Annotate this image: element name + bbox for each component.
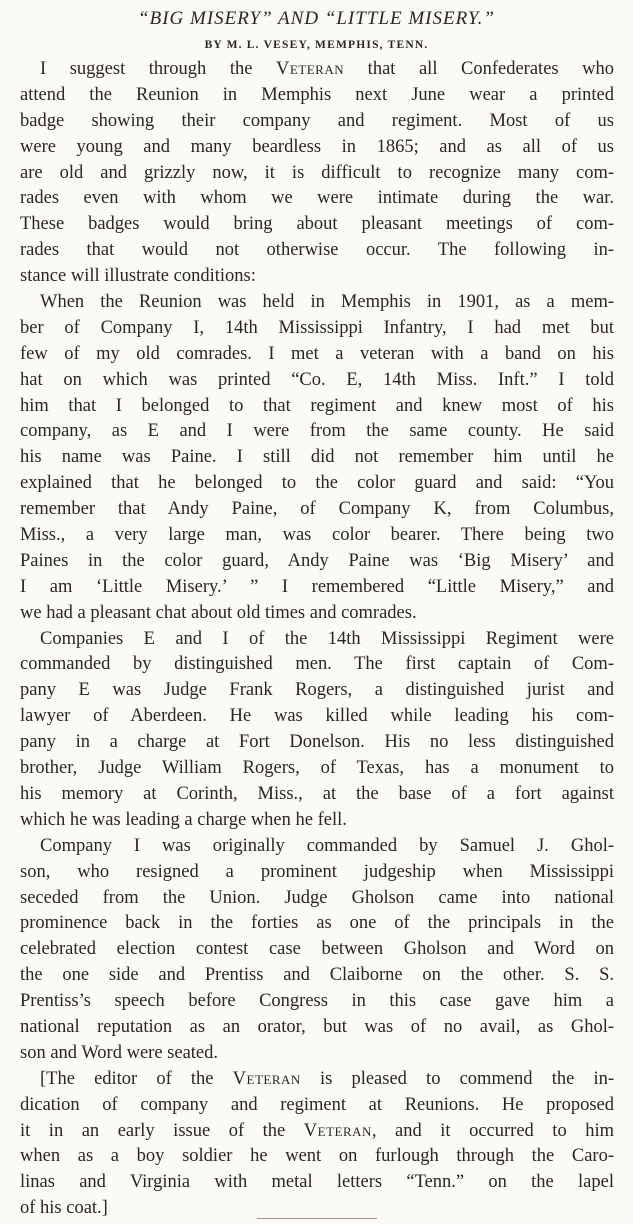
text-line [20,264,614,290]
text-line [20,704,614,730]
text-line [20,989,614,1015]
text-segment: him that I belonged to that regiment and knew most of his [20,395,614,416]
text-line [20,756,614,782]
text-segment: are old and grizzly now, it is difficult to recognize many com- [20,162,614,183]
text-segment: stance will illustrate conditions: [20,266,256,287]
text-segment: of his coat.] [20,1198,108,1219]
text-segment: when as a boy soldier he went on furlough through the Caro- [20,1146,614,1167]
text-line [20,678,614,704]
text-line [20,963,614,989]
text-line [20,808,614,834]
text-segment: [The editor of the [40,1068,233,1089]
text-line [20,730,614,756]
article-body [20,57,614,1222]
text-segment: brother, Judge William Rogers, of Texas, has a monument to [20,758,614,779]
text-segment: badge showing their company and regiment. Most of us [20,110,614,131]
text-segment: Company I was originally commanded by Samuel J. Ghol- [40,835,614,856]
text-line [20,471,614,497]
text-line [20,419,614,445]
text-segment: son and Word were seated. [20,1042,219,1063]
text-line [20,394,614,420]
article-byline: BY M. L. VESEY, MEMPHIS, TENN. [204,39,429,51]
text-segment: linas and Virginia with metal letters “Tenn.” on the lapel [20,1172,614,1193]
text-segment: explained that he belonged to the color guard and said: “You [20,473,614,494]
text-segment: rades that would not otherwise occur. The following in- [20,240,614,261]
text-segment: attend the Reunion in Memphis next June wear a printed [20,84,614,105]
text-line [20,497,614,523]
text-segment: prominence back in the forties as one of the principals in the [20,913,614,934]
text-segment: pany in a charge at Fort Donelson. His no less distinguished [20,732,614,753]
text-segment: commanded by distinguished men. The first captain of Com- [20,654,614,675]
text-segment: I am ‘Little Misery.’ ” I remembered “Little Misery,” and [20,576,614,597]
text-segment: is pleased to commend the in- [300,1068,614,1089]
text-line [20,135,614,161]
bottom-divider [0,1206,633,1216]
text-segment: son, who resigned a prominent judgeship when Mississippi [20,861,614,882]
text-line [20,911,614,937]
journal-name: Veteran [303,1120,372,1141]
text-line [20,627,614,653]
text-line [20,109,614,135]
text-segment: which he was leading a charge when he fell. [20,809,347,830]
text-line [20,860,614,886]
text-segment: I suggest through the [40,59,276,79]
text-line [20,186,614,212]
text-line [20,886,614,912]
text-line [20,601,614,627]
text-line [20,161,614,187]
text-line [20,57,614,83]
article-title: “BIG MISERY” AND “LITTLE MISERY.” [138,8,495,29]
text-segment: Prentiss’s speech before Congress in this case gave him a [20,991,614,1012]
text-segment: rades even with whom we were intimate during the war. [20,188,614,209]
text-segment: These badges would bring about pleasant meetings of com- [20,214,614,235]
text-segment: hat on which was printed “Co. E, 14th Miss. Inft.” I told [20,369,614,390]
text-segment: seceded from the Union. Judge Gholson came into national [20,887,614,908]
text-line [20,1041,614,1067]
text-line [20,652,614,678]
text-line [20,575,614,601]
text-line [20,445,614,471]
text-segment: Paines in the color guard, Andy Paine was ‘Big Misery’ and [20,550,614,571]
text-segment: company, as E and I were from the same county. He said [20,421,614,442]
text-line [20,523,614,549]
text-segment: that all Confederates who [344,59,615,79]
journal-name: Veteran [232,1068,301,1089]
text-segment: Miss., a very large man, was color bearer. There being two [20,525,614,546]
text-segment: Companies E and I of the 14th Mississippi Regiment were [40,628,614,649]
text-line [20,1067,614,1093]
text-line [20,937,614,963]
text-line [20,238,614,264]
text-segment: it in an early issue of the [20,1120,304,1141]
text-line [20,834,614,860]
text-line [20,1015,614,1041]
text-line [20,1119,614,1145]
text-segment: his name was Paine. I still did not remember him until he [20,447,614,468]
text-line [20,83,614,109]
journal-name: Veteran [276,59,345,79]
text-segment: were young and many beardless in 1865; and as all of us [20,136,614,157]
text-segment: remember that Andy Paine, of Company K, from Columbus, [20,499,614,520]
text-line [20,1144,614,1170]
text-line [20,342,614,368]
text-segment: few of my old comrades. I met a veteran with a band on his [20,343,614,364]
text-line [20,212,614,238]
text-segment: his memory at Corinth, Miss., at the base of a fort against [20,783,614,804]
text-line [20,1093,614,1119]
text-segment: ber of Company I, 14th Mississippi Infantry, I had met but [20,317,614,338]
text-segment: national reputation as an orator, but was of no avail, as Ghol- [20,1016,614,1037]
text-line [20,1170,614,1196]
text-segment: the one side and Prentiss and Claiborne on the other. S. S. [20,965,614,986]
text-segment: lawyer of Aberdeen. He was killed while leading his com- [20,706,614,727]
text-line [20,316,614,342]
text-line [20,782,614,808]
text-line [20,290,614,316]
text-segment: , and it occurred to him [371,1120,614,1141]
text-segment: we had a pleasant chat about old times and comrades. [20,602,417,623]
text-segment: celebrated election contest case between Gholson and Word on [20,939,614,960]
text-segment: dication of company and regiment at Reunions. He proposed [20,1094,614,1115]
text-line [20,368,614,394]
text-segment: pany E was Judge Frank Rogers, a distinguished jurist and [20,680,614,701]
text-line [20,549,614,575]
text-segment: When the Reunion was held in Memphis in 1901, as a mem- [40,292,614,313]
